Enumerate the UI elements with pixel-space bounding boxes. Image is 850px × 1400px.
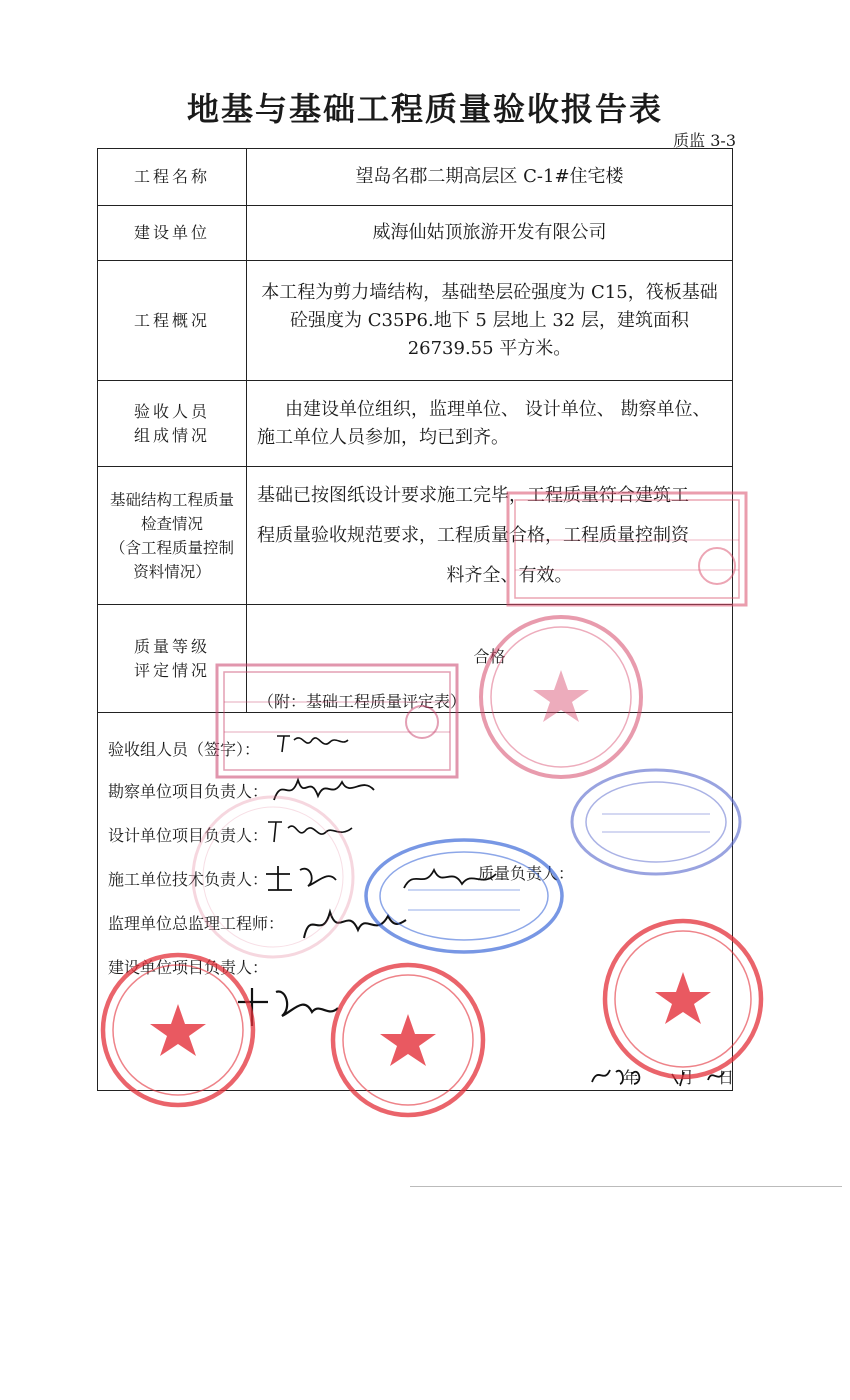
- inspection-value-line3: 料齐全、有效。: [446, 564, 573, 586]
- design-signature-label: 设计单位项目负责人：: [108, 826, 269, 845]
- signature-area: [98, 713, 735, 1092]
- inspection-label-line4: 资料情况）: [133, 562, 211, 581]
- inspection-label-line3: （含工程质量控制: [109, 538, 234, 557]
- row-personnel: [98, 381, 732, 467]
- acceptance-form: [97, 148, 733, 1091]
- supervisor-handwritten-signature: [300, 898, 410, 948]
- grade-label: [98, 605, 247, 712]
- inspection-label: [98, 467, 247, 604]
- construction-tech-handwritten-signature: [262, 860, 342, 900]
- builder-value: 威海仙姑顶旅游开发有限公司: [372, 222, 607, 243]
- team-handwritten-signature: [272, 728, 352, 758]
- personnel-label: [98, 381, 247, 466]
- construction-quality-signature-label: 质量负责人：: [478, 864, 575, 883]
- row-grade: [98, 605, 732, 713]
- project-name-label: 工程名称: [98, 149, 247, 205]
- row-builder: [98, 206, 732, 261]
- team-signature-label: 验收组人员（签字）：: [108, 740, 261, 759]
- inspection-label-line2: 检查情况: [140, 514, 203, 533]
- design-handwritten-signature: [262, 812, 362, 852]
- document-title: 地基与基础工程质量验收报告表: [186, 90, 663, 128]
- survey-signature-label: 勘察单位项目负责人：: [108, 782, 269, 801]
- supervisor-signature-label: 监理单位总监理工程师：: [108, 914, 285, 933]
- grade-result: 合格: [473, 647, 506, 666]
- date-year-label: 年: [623, 1068, 640, 1087]
- inspection-value: [247, 467, 732, 604]
- grade-attachment: （附：基础工程质量评定表）: [258, 692, 467, 711]
- overview-value: 本工程为剪力墙结构，基础垫层砼强度为 C15，筏板基础砼强度为 C35P6.地下 5 层地上 32 层，建筑面积 26739.55 平方米。: [261, 281, 718, 359]
- quality-handwritten-signature: [400, 860, 500, 900]
- scan-edge-line: [410, 1186, 842, 1187]
- personnel-value: 由建设单位组织，监理单位、 设计单位、 勘察单位、施工单位人员参加，均已到齐。: [257, 398, 711, 448]
- form-code: 质监 3-3: [673, 131, 736, 150]
- date-handwritten-values: [588, 1060, 738, 1090]
- construction-tech-signature-label: 施工单位技术负责人：: [108, 870, 269, 889]
- personnel-label-line1: 验收人员: [133, 401, 210, 421]
- survey-handwritten-signature: [270, 770, 380, 810]
- row-project-name: [98, 149, 732, 206]
- builder-handwritten-signature: [232, 982, 342, 1032]
- builder-label: 建设单位: [98, 206, 247, 260]
- builder-signature-label: 建设单位项目负责人：: [108, 958, 269, 977]
- inspection-value-line2: 程质量验收规范要求，工程质量合格，工程质量控制资: [257, 524, 689, 546]
- row-inspection: [98, 467, 732, 605]
- inspection-value-line1: 基础已按图纸设计要求施工完毕，工程质量符合建筑工: [257, 484, 689, 506]
- date-month-label: 月: [678, 1068, 695, 1087]
- project-name-value: 望岛名郡二期高层区 C-1#住宅楼: [355, 166, 624, 187]
- inspection-label-line1: 基础结构工程质量: [109, 490, 234, 509]
- row-overview: [98, 261, 732, 381]
- personnel-label-line2: 组成情况: [133, 425, 210, 445]
- grade-label-line1: 质量等级: [133, 636, 210, 656]
- overview-label: 工程概况: [98, 261, 247, 380]
- date-day-label: 日: [718, 1068, 735, 1087]
- grade-label-line2: 评定情况: [133, 660, 210, 680]
